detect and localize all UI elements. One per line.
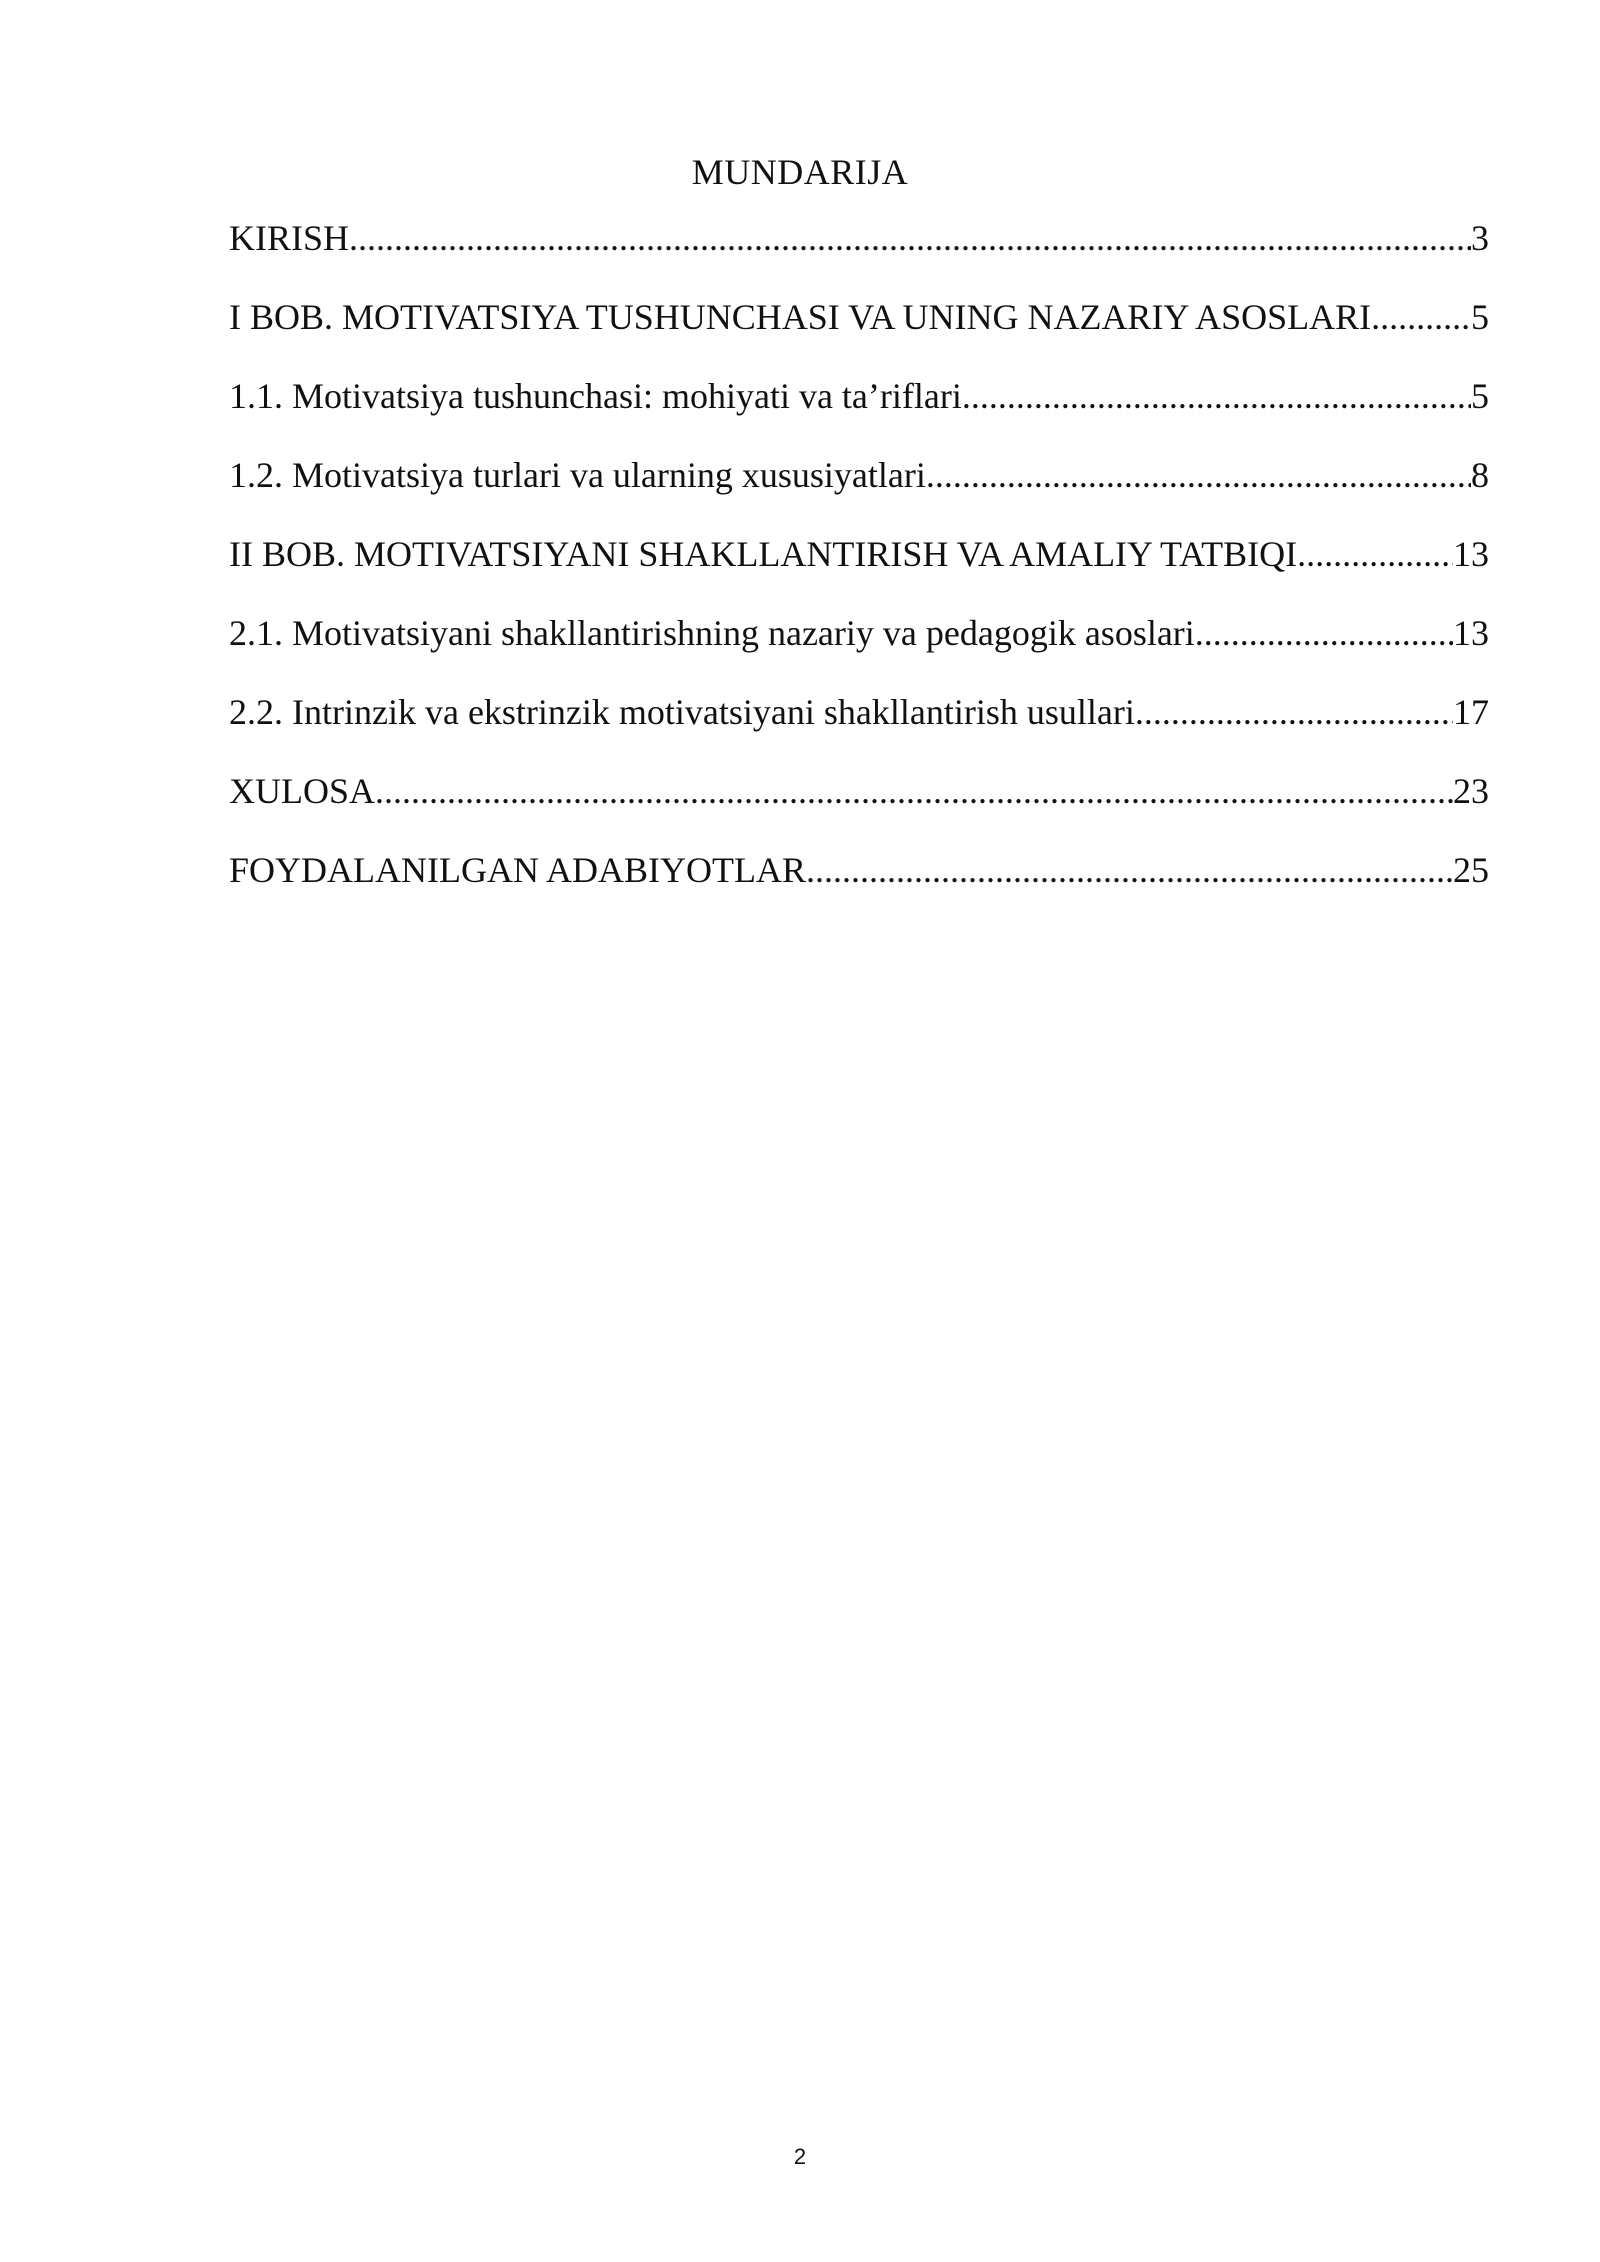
toc-entry-section-2-1[interactable] (229, 611, 1489, 690)
toc-entry-text: 2.1. Motivatsiyani shakllantirishning nazariy va pedagogik asoslari (229, 613, 1195, 653)
toc-entry-page: 5 (1471, 376, 1489, 416)
toc-entry-chapter-1[interactable] (229, 295, 1489, 374)
toc-entry-page: 13 (1453, 534, 1489, 574)
toc-entry-page: 3 (1471, 218, 1489, 258)
toc-entry-chapter-2[interactable] (229, 532, 1489, 611)
toc-entry-text: 2.2. Intrinzik va ekstrinzik motivatsiyani shakllantirish usullari (229, 692, 1135, 732)
toc-entry-text: 1.1. Motivatsiya tushunchasi: mohiyati va ta’riflari (229, 376, 962, 416)
toc-entry-xulosa[interactable] (229, 769, 1489, 848)
toc-entry-text: II BOB. MOTIVATSIYANI SHAKLLANTIRISH VA AMALIY TATBIQI (229, 534, 1298, 574)
toc-title: MUNDARIJA (691, 152, 909, 192)
toc-entry-text: FOYDALANILGAN ADABIYOTLAR (229, 850, 806, 890)
toc-entry-page: 5 (1471, 297, 1489, 337)
toc-entry-page: 25 (1453, 850, 1489, 890)
toc-entry-page: 23 (1453, 771, 1489, 811)
toc-entry-page: 13 (1453, 613, 1489, 653)
toc-entry-references[interactable] (229, 848, 1489, 927)
toc-dot-leader (1135, 690, 1453, 734)
toc-dot-leader (1297, 532, 1453, 576)
page-number: 2 (793, 2144, 807, 2169)
toc-dot-leader (1380, 295, 1471, 339)
toc-dot-leader (926, 453, 1471, 497)
toc-entry-text: I BOB. MOTIVATSIYA TUSHUNCHASI VA UNING NAZARIY ASOSLARI. (229, 297, 1381, 337)
toc-entry-section-2-2[interactable] (229, 690, 1489, 769)
toc-entry-text: KIRISH (229, 218, 350, 258)
toc-entry-page: 17 (1453, 692, 1489, 732)
toc-dot-leader (962, 374, 1471, 418)
table-of-contents (229, 216, 1489, 927)
toc-dot-leader (806, 848, 1453, 892)
toc-entry-page: 8 (1471, 455, 1489, 495)
toc-entry-text: 1.2. Motivatsiya turlari va ularning xususiyatlari (229, 455, 926, 495)
toc-entry-section-1-1[interactable] (229, 374, 1489, 453)
toc-entry-section-1-2[interactable] (229, 453, 1489, 532)
toc-entry-kirish[interactable] (229, 216, 1489, 295)
toc-entry-text: XULOSA (229, 771, 376, 811)
toc-dot-leader (349, 216, 1471, 260)
toc-dot-leader (375, 769, 1453, 813)
toc-dot-leader (1195, 611, 1453, 655)
